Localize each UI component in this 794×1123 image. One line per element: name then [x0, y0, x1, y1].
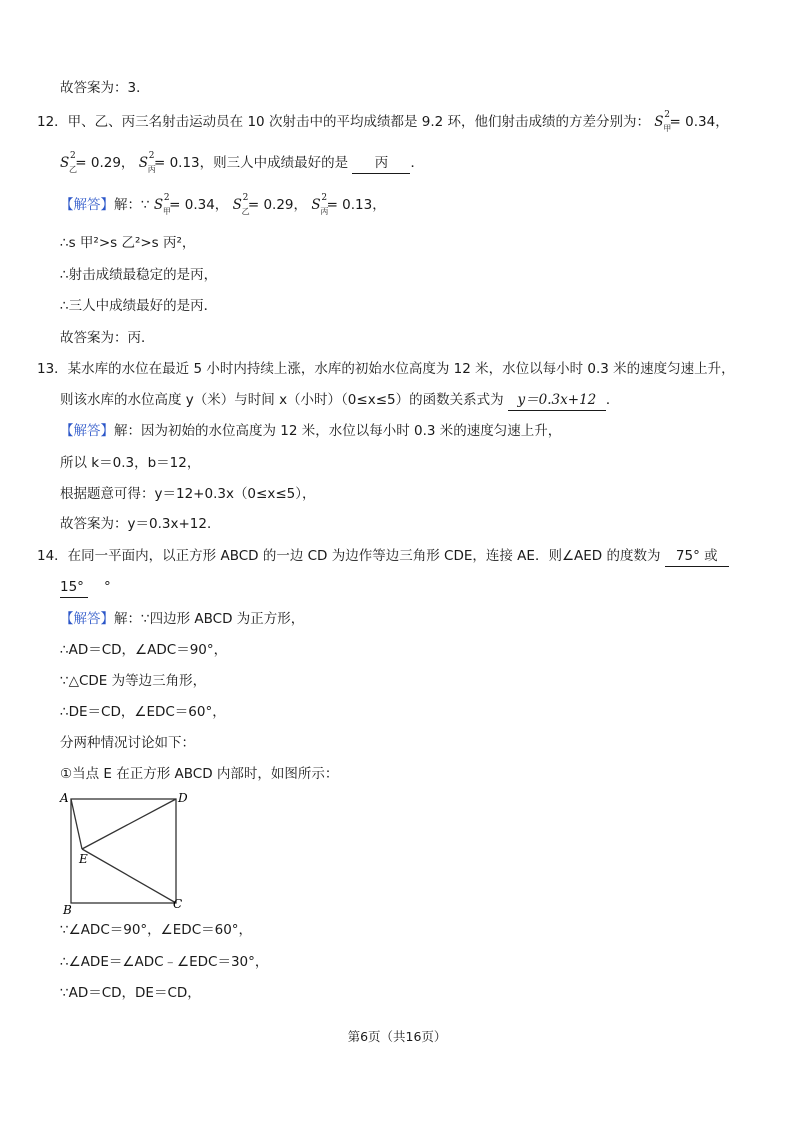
q14-answer-blank-1: 75° 或 [665, 546, 729, 567]
question-12: 12．甲、乙、丙三名射击运动员在 10 次射击中的平均成绩都是 9.2 环，他们射击成绩的方差分别为： S 2 甲 = 0.34， [37, 110, 729, 133]
q12-solution-1: 【解答】解：∵ S 2 甲 = 0.34， S 2 乙 = 0.29， S 2 丙 = 0.13， [60, 193, 386, 216]
q12-solution-2: ∴s 甲²>s 乙²>s 丙²， [60, 235, 196, 251]
question-13: 13．某水库的水位在最近 5 小时内持续上涨，水库的初始水位高度为 12 米，水位以每小时 0.3 米的速度匀速上升， [37, 361, 735, 377]
q14-solution-7: ∵∠ADC＝90°，∠EDC＝60°， [60, 922, 253, 938]
answer-line-q11: 故答案为：3． [60, 80, 150, 96]
q12-solution-3: ∴射击成绩最稳定的是丙， [60, 267, 218, 283]
q14-solution-9: ∵AD＝CD，DE＝CD， [60, 985, 201, 1001]
segment-ce [82, 849, 176, 903]
q13-solution-3: 根据题意可得：y＝12+0.3x（0≤x≤5）， [60, 486, 316, 502]
q14-solution-5: 分两种情况讨论如下： [60, 735, 195, 751]
q13-answer-blank: y＝0.3x+12 [508, 390, 606, 411]
page-footer: 第6页（共16页） [347, 1029, 447, 1044]
q12-answer-blank: 丙 [352, 153, 410, 174]
square-abcd-figure [58, 790, 198, 918]
solution-tag: 【解答】 [60, 197, 114, 213]
q14-solution-6: ①当点 E 在正方形 ABCD 内部时，如图所示： [60, 766, 339, 782]
solution-tag: 【解答】 [60, 423, 114, 439]
q12-line2: S 2 乙 = 0.29， S 2 丙 = 0.13，则三人中成绩最好的是 丙 ． [60, 151, 424, 174]
q14-solution-4: ∴DE＝CD，∠EDC＝60°， [60, 704, 226, 720]
solution-tag: 【解答】 [60, 611, 114, 627]
q12-solution-5: 故答案为：丙． [60, 330, 155, 346]
label-c: C [173, 897, 183, 911]
segment-ae [71, 799, 82, 849]
segment-de [82, 799, 176, 849]
label-e: E [79, 852, 88, 866]
q12-solution-4: ∴三人中成绩最好的是丙． [60, 298, 218, 314]
label-b: B [63, 903, 72, 917]
q12-stem: 12．甲、乙、丙三名射击运动员在 10 次射击中的平均成绩都是 9.2 环，他们射击成绩的方差分别为： [37, 114, 650, 130]
q13-line2: 则该水库的水位高度 y（米）与时间 x（小时）（0≤x≤5）的函数关系式为 y＝0.3x+12 ． [60, 390, 619, 411]
q14-answer-blank-2: 15° [60, 577, 88, 598]
variance-bing: S 2 丙 [138, 151, 156, 174]
q14-solution-8: ∴∠ADE＝∠ADC﹣∠EDC＝30°， [60, 954, 269, 970]
q13-solution-1: 【解答】解：因为初始的水位高度为 12 米，水位以每小时 0.3 米的速度匀速上升， [60, 423, 562, 439]
variance-yi: S 2 乙 [60, 151, 77, 174]
q14-solution-1: 【解答】解：∵四边形 ABCD 为正方形， [60, 611, 305, 627]
label-d: D [178, 791, 188, 805]
label-a: A [60, 791, 69, 805]
variance-jia: S 2 甲 [654, 110, 672, 133]
q13-solution-2: 所以 k＝0.3，b＝12， [60, 455, 201, 471]
q14-solution-2: ∴AD＝CD，∠ADC＝90°， [60, 642, 228, 658]
q13-solution-4: 故答案为：y＝0.3x+12． [60, 516, 221, 532]
q14-solution-3: ∵△CDE 为等边三角形， [60, 673, 207, 689]
question-14: 14．在同一平面内，以正方形 ABCD 的一边 CD 为边作等边三角形 CDE，连接 AE．则∠AED 的度数为 75° 或 [37, 546, 729, 567]
q14-line2: 15° ° [60, 577, 111, 598]
